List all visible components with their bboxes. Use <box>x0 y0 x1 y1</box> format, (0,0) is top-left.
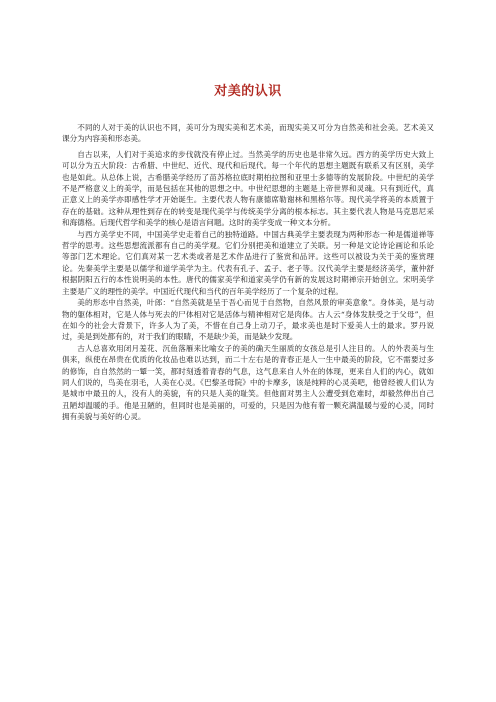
paragraph-2: 自古以来，人们对于美追求的步伐就没有停止过。当然美学的历史也是非常久远。西方的美学历史大致上可以分为五大阶段：古希腊、中世纪、近代、现代和后现代。每一个年代的思想主题既有联系又有区别，美学也是如此。从总体上说，古希腊美学经历了苗苏格拉底时期柏拉图和亚里士多德等的发展阶段。中世纪的美学不是严格意义上的美学，而是包括在其他的思想之中。中世纪思想的主题是上帝世界和灵魂。只有到近代，真正意义上的美学亦即感性学才开始诞生。主要代表人物有康德席勒谢林和黑格尔等。现代美学将美的本质置于存在的基础。这种从理性到存在的转变是现代美学与传统美学分离的根本标志。其主要代表人物是马克思尼采和海德格。后现代哲学和美学的核心是语言问题。这时的美学变成一种文本分析。 <box>62 149 434 228</box>
paragraph-5: 古人总喜欢用闭月羞花、沉鱼落雁来比喻女子的美的确天生丽质的女孩总是引人注目的。人的外表美与生俱来，纵使在昂贵在优质的化妆品也难以达到，而二十左右是的青春正是人一生中最美的阶段，它不需要过多的修饰，自自然然的一颦一笑，都时刻透着青春的气息，这气息来自人外在的体现，更来自人们的内心，就如同人们说的，鸟美在羽毛，人美在心灵。《巴黎圣母院》中的卡摩多，该是纯粹的心灵美吧，他曾经被人们认为是城市中最丑的人，没有人的美貌，有的只是人美的耻笑。但他面对男主人公遭受到危难时，却毅然伸出自己丑陋却温暖的手。他是丑陋的，但同时也是美丽的，可爱的，只是因为他有着一颗充满温暖与爱的心灵，同时拥有美貌与美好的心灵。 <box>62 343 434 422</box>
paragraph-1: 不同的人对于美的认识也不同，美可分为现实美和艺术美，而现实美又可分为自然美和社会美。艺术美又课分为内容美和形态美。 <box>62 123 434 144</box>
paragraph-3: 与西方美学史不同，中国美学史走着自己的独特道路。中国古典美学主要表现为两种形态一种是儒道禅等哲学的思考。这些思想流派都有自己的美学观。它们分别把美和道建立了关联。另一种是文论诗论画论和乐论等部门艺术理论。它们真对某一艺术类或者是艺术作品进行了鉴赏和品评。这些可以被设为关于美的鉴赏理论。先秦美学主要是以儒学和道学美学为主。代表有孔子、孟子、老子等。汉代美学主要是经济美学，董仲舒根据阴阳五行的本性说明美的本性。唐代的儒家美学和道家美学仍有新的发展这时期禅宗开始创立。宋明美学主要是广义的理性的美学。中国近代现代和当代的百年美学经历了一个复杂的过程。 <box>62 229 434 296</box>
page-title: 对美的认识 <box>214 84 282 99</box>
paragraph-4: 美的形态中自然美，叶郎：“自然美就是呈于吾心而见于自然物，自然风景的审美意象”。身体美，是与动物的躯体相对，它是人体与死去的尸体相对它是活体与精神相对它是肉体。古人云“身体发肤受之于父母”，但在如今的社会大背景下，许多人为了美，不惜在自己身上动刀子，最求美也是时下爱美人士的最求。罗丹说过，美是到处都有的，对于我们的眼睛，不是缺少美，而是缺少发现。 <box>62 298 434 342</box>
